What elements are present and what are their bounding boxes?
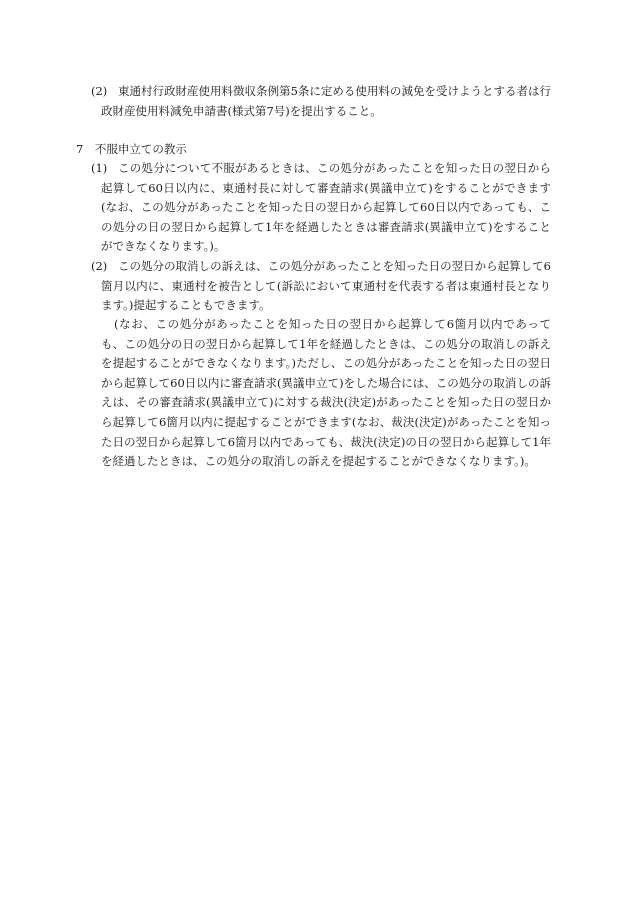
item-number: (2) <box>91 259 108 273</box>
item-number: (2) <box>91 84 108 98</box>
usage-fee-reduction-clause: 東通村行政財産使用料徴収条例第5条に定める使用料の減免を受けようとする者は行政財産使用料減免申請書(様式第7号)を提出すること。 <box>101 84 551 118</box>
revocation-lawsuit-clause: この処分の取消しの訴えは、この処分があったことを知った日の翌日から起算して6箇月以内に、東通村を被告として(訴訟において東通村を代表する者は東通村長となります。)提起することもできます。 <box>101 259 551 313</box>
appeal-request-clause: この処分について不服があるときは、この処分があったことを知った日の翌日から起算して60日以内に、東通村長に対して審査請求(異議申立て)をすることができます(なお、この処分があったことを知った日の翌日から起算して60日以内であっても、この処分の日の翌日から起算して1年を経過したときは審査請求(異議申立て)をすることができなくなります。)。 <box>101 161 551 254</box>
item-number: (1) <box>91 161 108 175</box>
section-heading-appeal-notice: 7 不服申立ての教示 <box>76 142 187 156</box>
revocation-lawsuit-note: (なお、この処分があったことを知った日の翌日から起算して6箇月以内であっても、この処分の日の翌日から起算して1年を経過したときは、この処分の取消しの訴えを提起することができなくなります。)ただし、この処分があったことを知った日の翌日から起算して60日以内に審査請求(異議申立て)をした場合には、この処分の取消しの訴えは、その審査請求(異議申立て)に対する裁決(決定)があったことを知った日の翌日から起算して6箇月以内に提起することができます(なお、裁決(決定)があったことを知った日の翌日から起算して6箇月以内であっても、裁決(決定)の日の翌日から起算して1年を経過したときは、この処分の取消しの訴えを提起することができなくなります。)。 <box>101 317 551 469</box>
